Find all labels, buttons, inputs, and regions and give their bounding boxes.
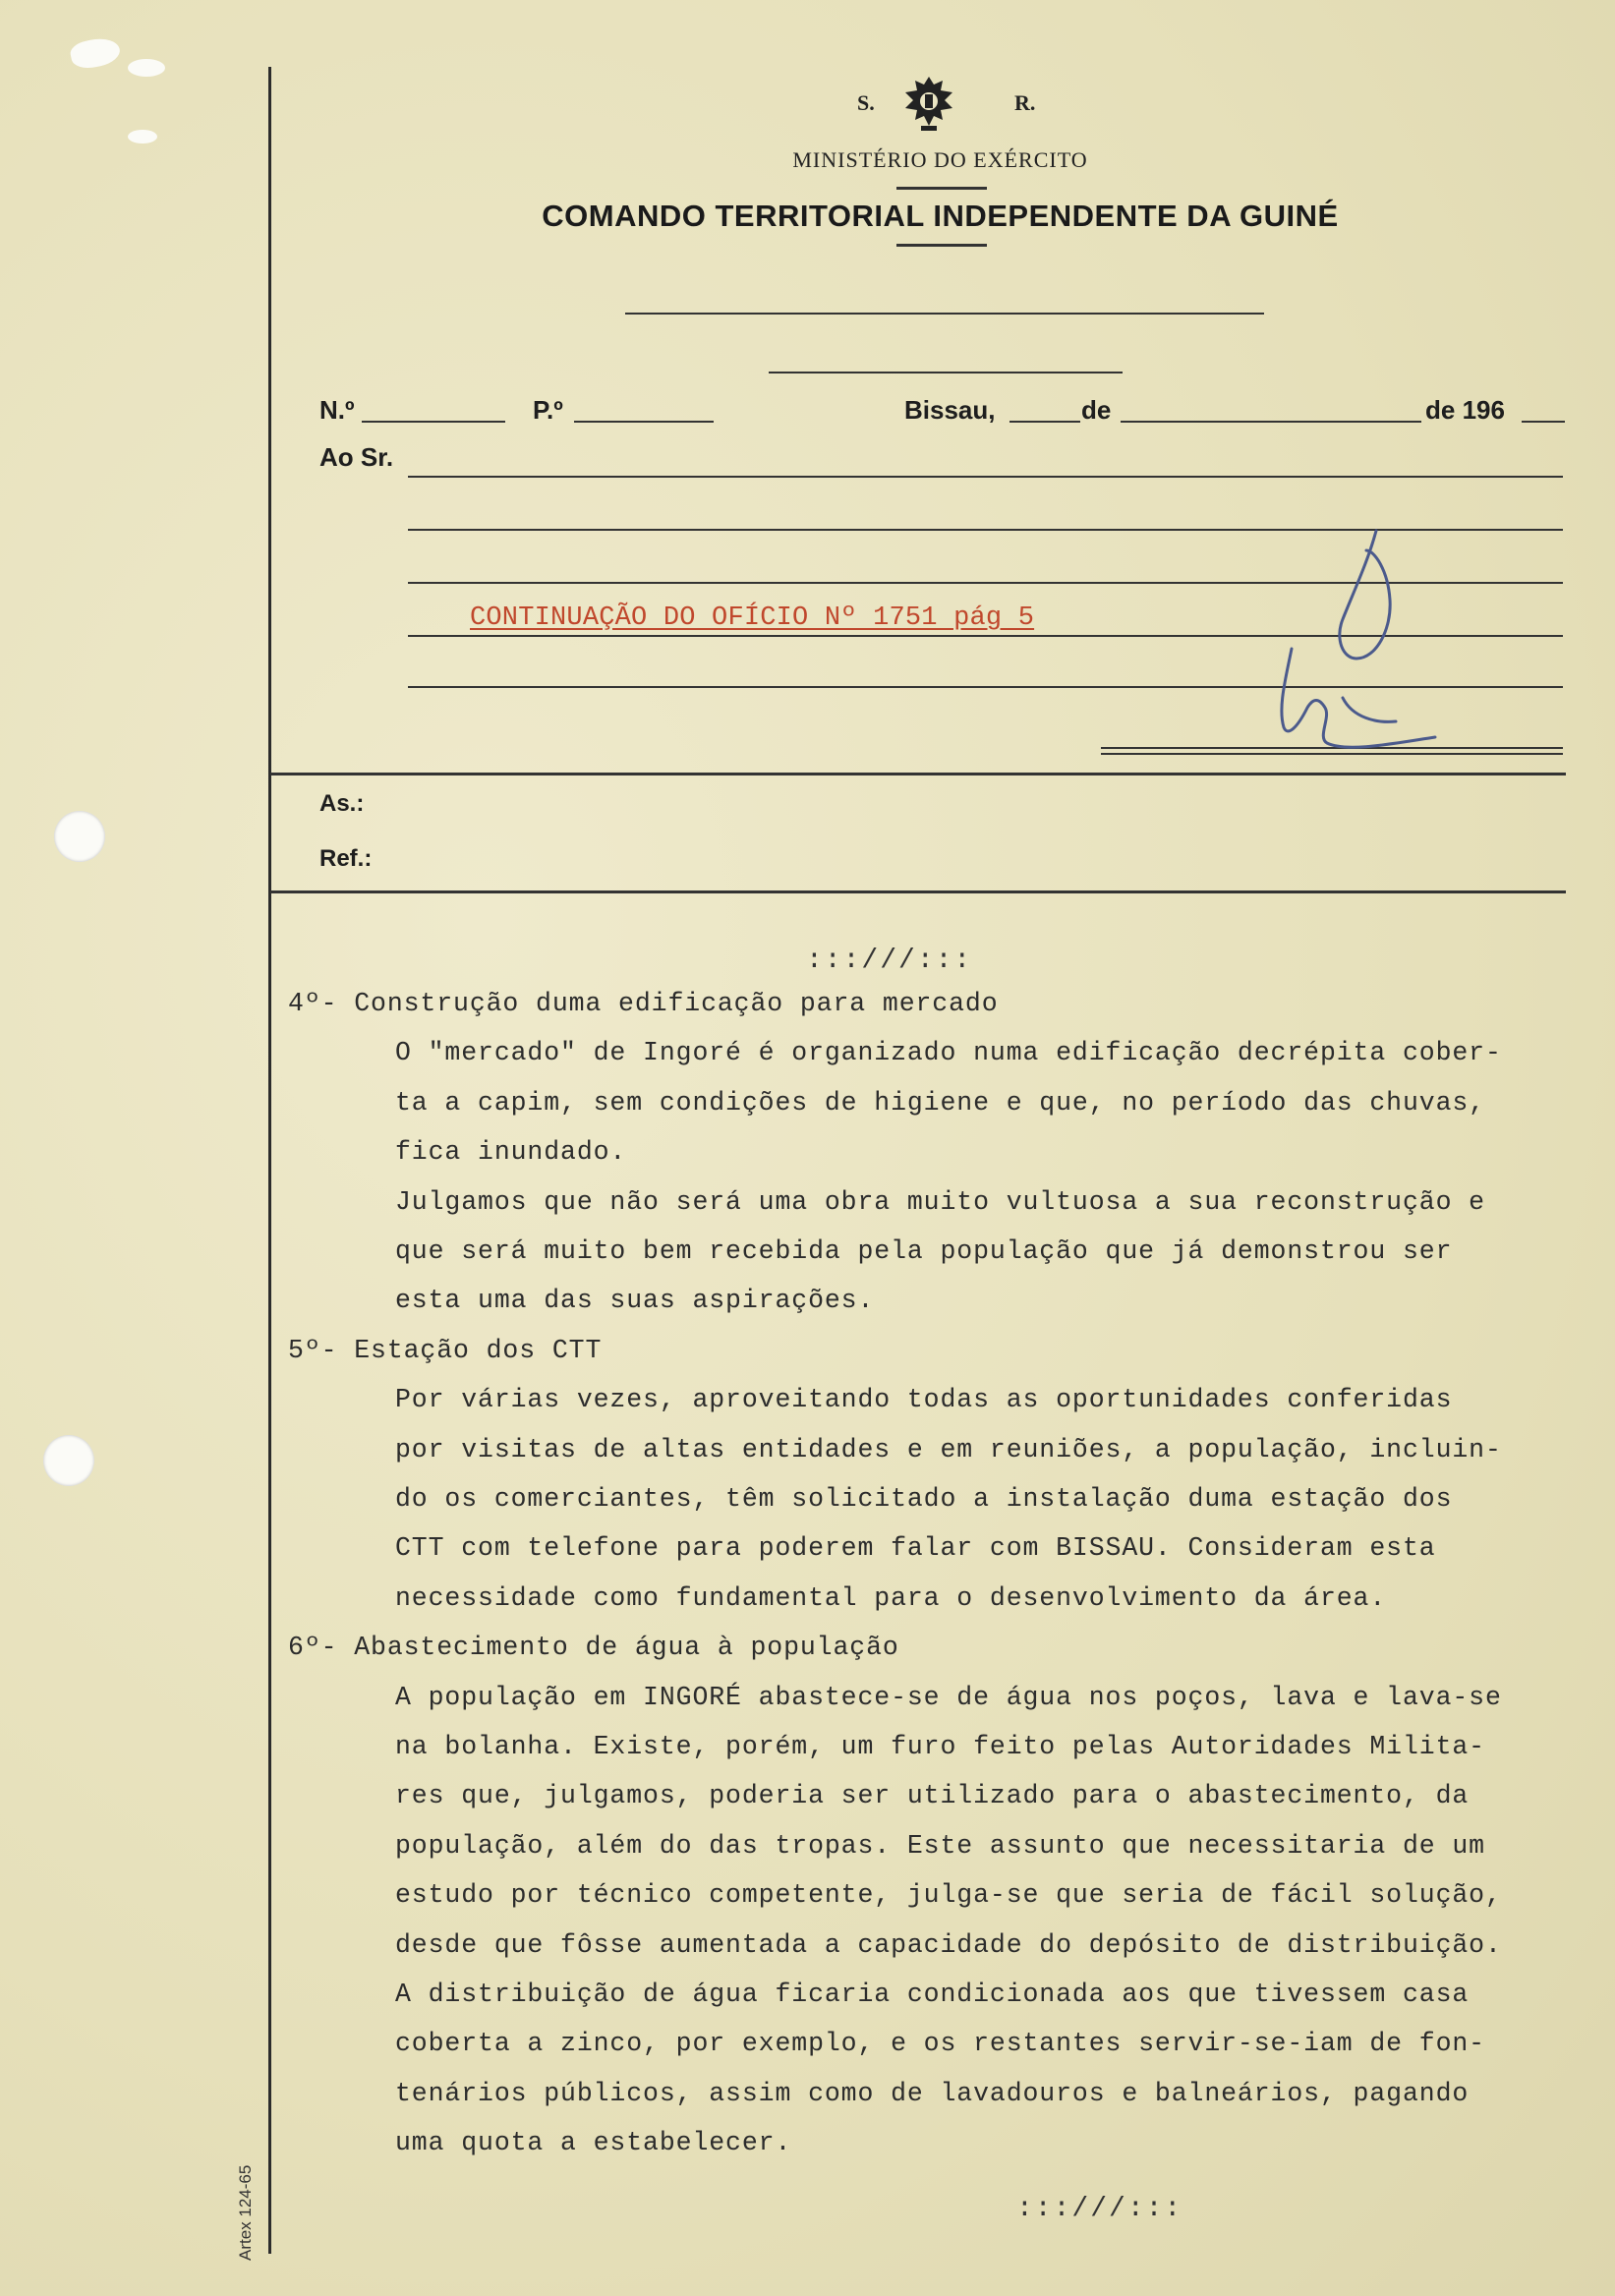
body-line: na bolanha. Existe, porém, um furo feito pelas Autoridades Milita-	[395, 1732, 1485, 1761]
header-rule-upper	[896, 187, 987, 190]
body-line: res que, julgamos, poderia ser utilizado para o abastecimento, da	[395, 1781, 1470, 1811]
body-line: por visitas de altas entidades e em reuniões, a população, incluin-	[395, 1434, 1502, 1464]
ministry-name: MINISTÉRIO DO EXÉRCITO	[792, 147, 1088, 172]
subject-label: As.:	[319, 790, 365, 817]
process-blank	[574, 421, 714, 423]
body-line: Julgamos que não será uma obra muito vultuosa a sua reconstrução e	[395, 1186, 1485, 1217]
section-heading: 5º- Estação dos CTT	[288, 1335, 603, 1365]
body-line: A população em INGORÉ abastece-se de água nos poços, lava e lava-se	[395, 1682, 1502, 1712]
body-line: desde que fôsse aumentada a capacidade do depósito de distribuição.	[395, 1929, 1502, 1960]
body-line: fica inundado.	[395, 1137, 627, 1168]
number-label: N.º	[319, 395, 355, 425]
separator-top: :::///:::	[806, 946, 973, 976]
header-letter-s: S.	[857, 90, 875, 115]
section-heading: 6º- Abastecimento de água à população	[288, 1633, 899, 1663]
continuation-title: CONTINUAÇÃO DO OFÍCIO Nº 1751 pág 5	[470, 603, 1035, 633]
place-label: Bissau,	[904, 395, 996, 425]
body-line: estudo por técnico competente, julga-se que seria de fácil solução,	[395, 1880, 1502, 1911]
body-line: população, além do das tropas. Este assunto que necessitaria de um	[395, 1830, 1485, 1861]
coat-of-arms-emblem	[901, 75, 956, 139]
body-line: Por várias vezes, aproveitando todas as oportunidades conferidas	[395, 1385, 1453, 1415]
recipient-label: Ao Sr.	[319, 442, 394, 472]
header-rule-lower	[896, 244, 987, 247]
reference-label: Ref.:	[319, 845, 373, 872]
punch-hole-top	[54, 811, 105, 862]
body-line: do os comerciantes, têm solicitado a instalação duma estação dos	[395, 1484, 1453, 1514]
year-label: de 196	[1425, 395, 1505, 425]
day-blank	[1009, 421, 1080, 423]
section-divider-top	[270, 773, 1566, 775]
body-line: coberta a zinco, por exemplo, e os restantes servir-se-iam de fon-	[395, 2029, 1485, 2059]
body-line: CTT com telefone para poderem falar com BISSAU. Consideram esta	[395, 1533, 1436, 1564]
punch-hole-bottom	[43, 1435, 94, 1486]
handwritten-initials-signature	[1258, 521, 1455, 776]
separator-bottom: :::///:::	[1016, 2194, 1183, 2224]
body-line: esta uma das suas aspirações.	[395, 1286, 875, 1316]
body-line: que será muito bem recebida pela população que já demonstrou ser	[395, 1236, 1453, 1266]
body-line: necessidade como fundamental para o desenvolvimento da área.	[395, 1582, 1387, 1613]
body-line: tenários públicos, assim como de lavadouros e balneários, pagando	[395, 2078, 1470, 2108]
section-heading: 4º- Construção duma edificação para mercado	[288, 989, 999, 1018]
month-prefix: de	[1081, 395, 1112, 425]
body-line: ta a capim, sem condições de higiene e que, no período das chuvas,	[395, 1087, 1485, 1118]
body-line: A distribuição de água ficaria condicionada aos que tivessem casa	[395, 1980, 1470, 2009]
number-blank	[362, 421, 505, 423]
margin-rule	[268, 67, 271, 2254]
body-line: uma quota a estabelecer.	[395, 2128, 792, 2158]
blank-line-1	[625, 313, 1264, 315]
torn-corner-mark	[69, 34, 123, 72]
section-divider-bottom	[270, 890, 1566, 893]
year-blank	[1522, 421, 1565, 423]
blank-line-2	[769, 372, 1123, 373]
body-line: O "mercado" de Ingoré é organizado numa edificação decrépita cober-	[395, 1038, 1502, 1068]
torn-mark-3	[128, 130, 157, 144]
process-label: P.º	[533, 395, 563, 425]
command-name: COMANDO TERRITORIAL INDEPENDENTE DA GUINÉ	[542, 199, 1339, 233]
recipient-line-1	[408, 476, 1563, 478]
printer-mark: Artex 124-65	[236, 2164, 255, 2261]
torn-corner-mark-2	[128, 59, 165, 77]
month-blank	[1121, 421, 1421, 423]
header-letter-r: R.	[1014, 90, 1036, 115]
